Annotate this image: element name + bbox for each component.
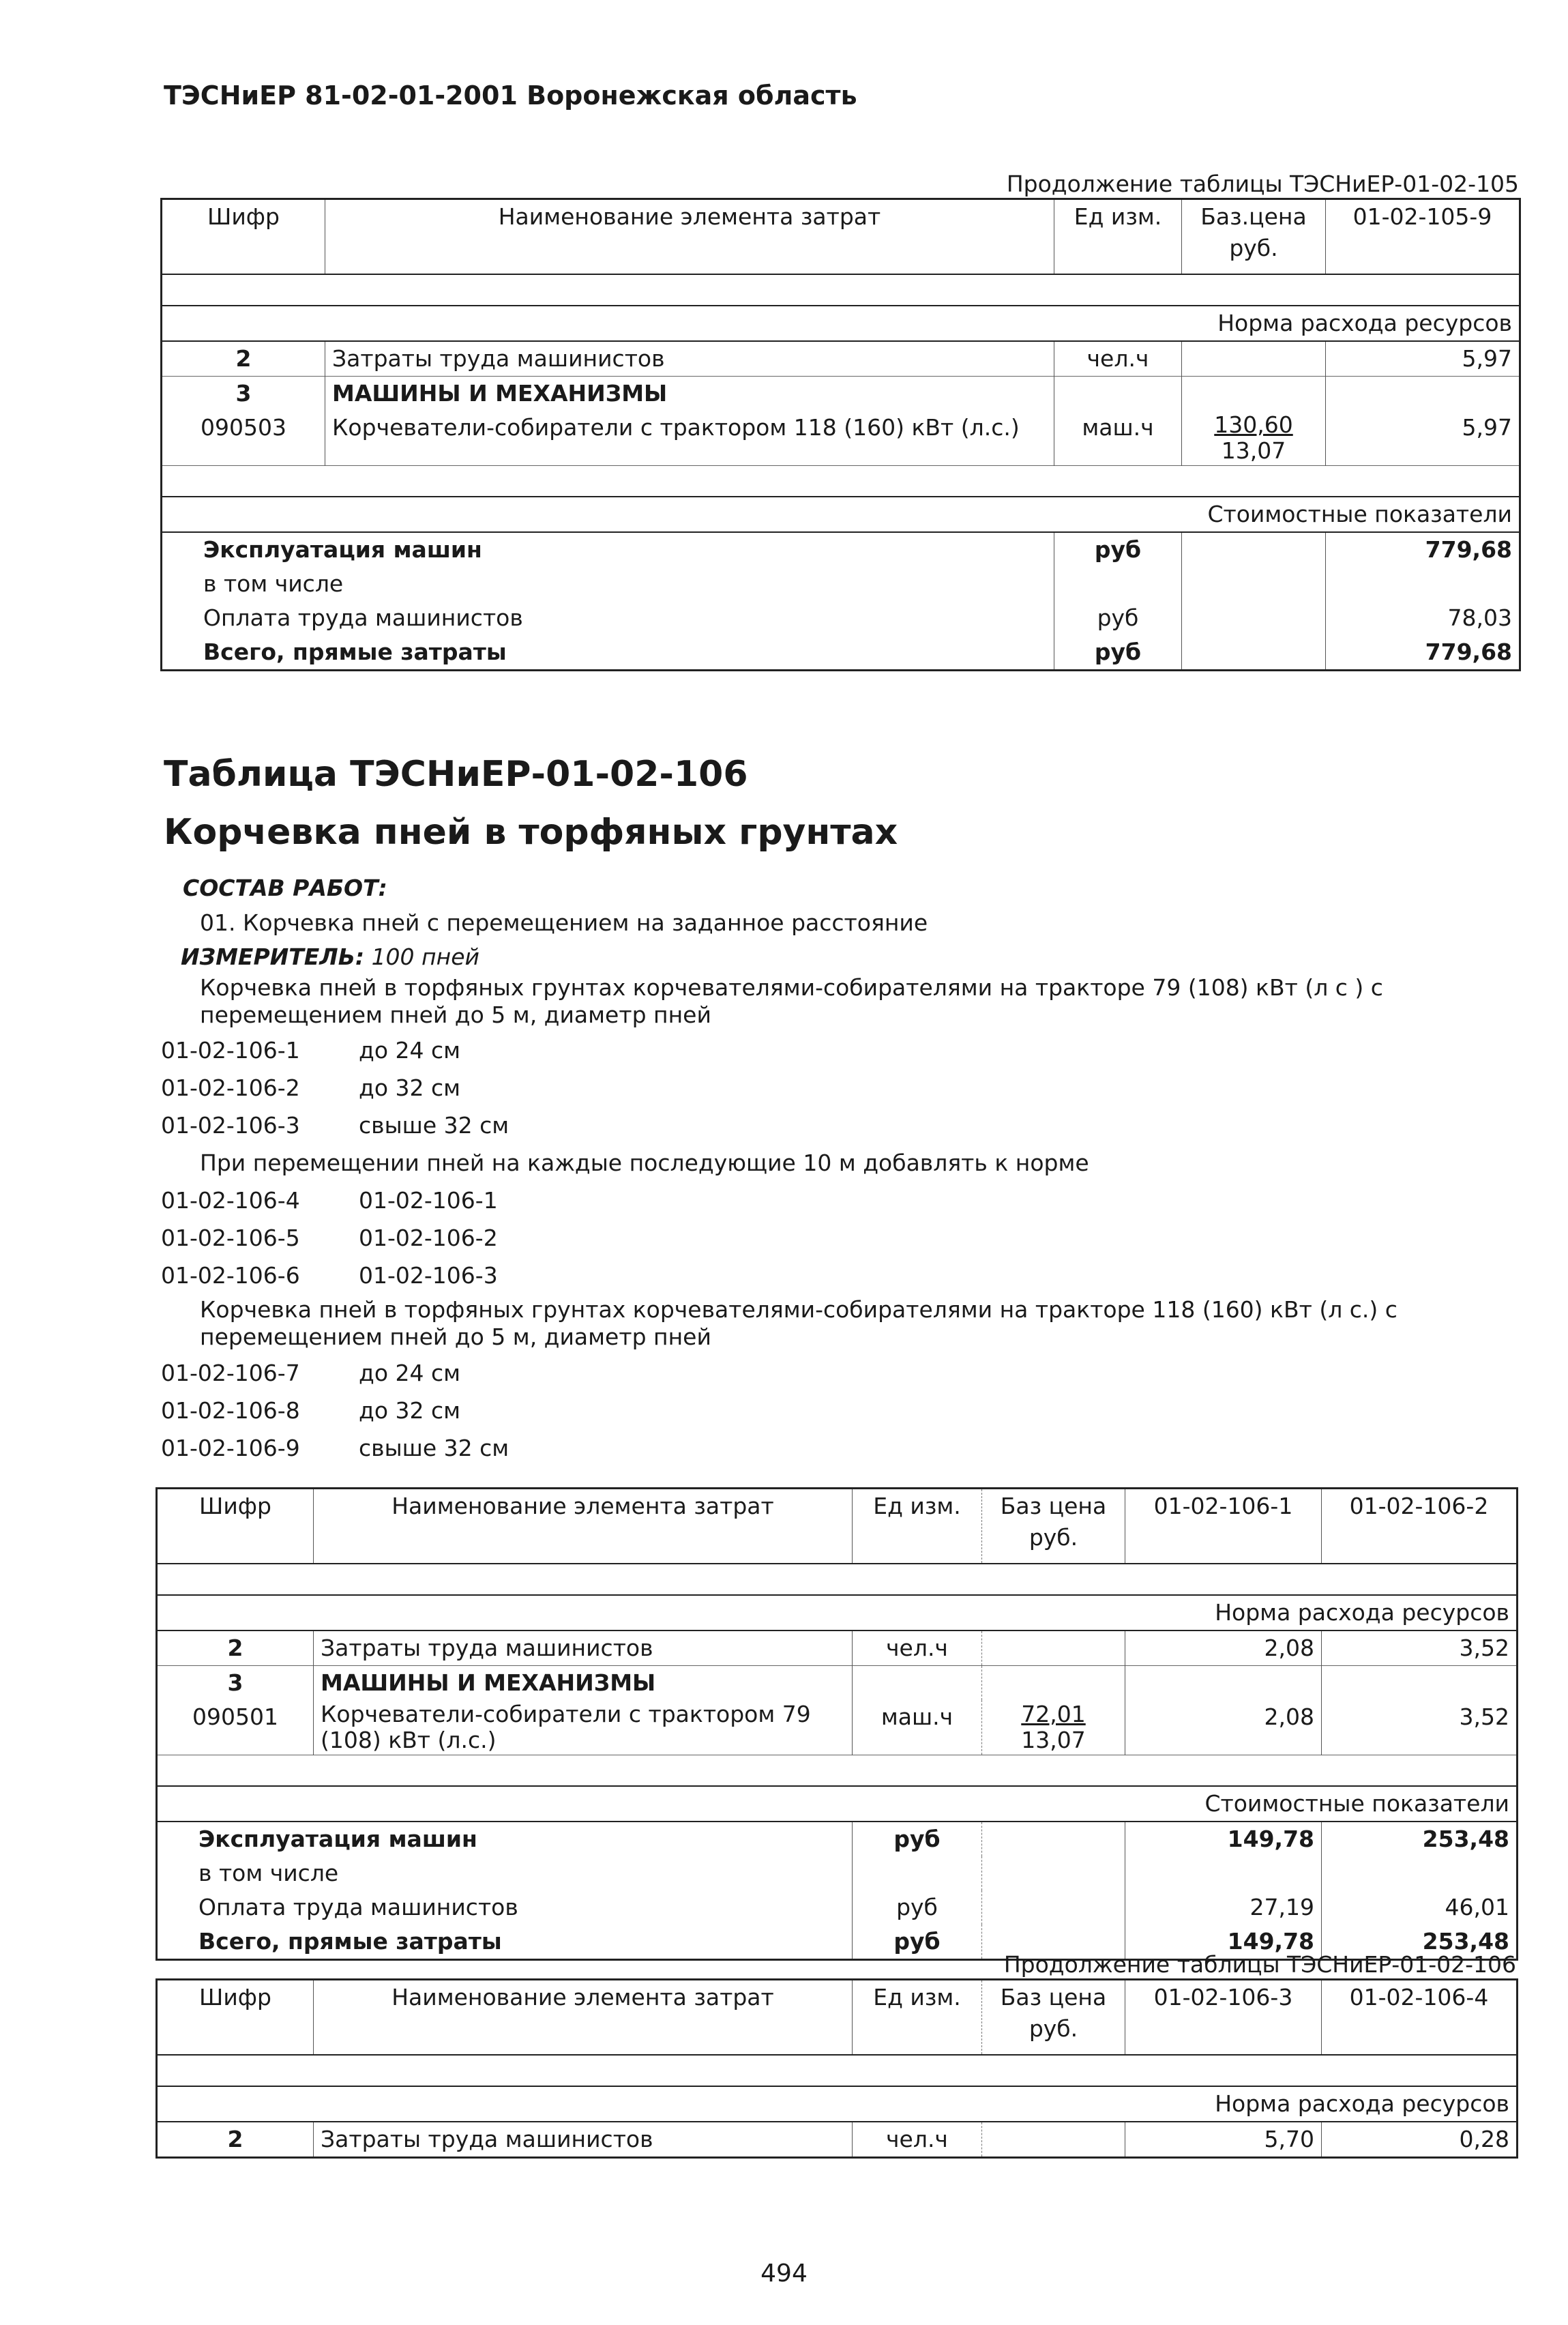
page-number: 494 xyxy=(760,2260,808,2287)
table2 xyxy=(156,1487,1518,1961)
table3-continuation-caption: Продолжение таблицы ТЭСНиЕР-01-02-106 xyxy=(1003,1951,1516,1978)
base-price-top: 130,60 xyxy=(1214,411,1293,438)
description-3: Корчевка пней в торфяных грунтах корчевателями-собирателями на тракторе 118 (160) кВт (л с.) с перемещением пней до 5 м, диаметр пней xyxy=(200,1296,1397,1350)
norm-section-label: Норма расхода ресурсов xyxy=(157,2086,1518,2122)
table-row: Всего, прямые затраты руб 779,68 xyxy=(162,635,1520,671)
table1-continuation-caption: Продолжение таблицы ТЭСНиЕР-01-02-105 xyxy=(1006,171,1519,197)
table-row: 3 МАШИНЫ И МЕХАНИЗМЫ xyxy=(157,1665,1518,1700)
col-header-name: Наименование элемента затрат xyxy=(314,1489,853,1564)
code-list-1 xyxy=(161,1037,509,1150)
section-title: Таблица ТЭСНиЕР-01-02-106 xyxy=(164,754,748,795)
base-price-top: 72,01 xyxy=(1021,1700,1086,1727)
table3-header-row xyxy=(157,1980,1518,2055)
cost-section-label: Стоимостные показатели xyxy=(162,497,1520,532)
list-item: 01-02-106-5 01-02-106-2 xyxy=(161,1225,498,1251)
col-header-price: Баз цена руб. xyxy=(982,1980,1125,2055)
base-price-bottom: 13,07 xyxy=(1221,437,1286,464)
col-header-price: Баз цена руб. xyxy=(982,1489,1125,1564)
col-header-name: Наименование элемента затрат xyxy=(314,1980,853,2055)
table-row: в том числе xyxy=(157,1856,1518,1890)
meter-label: ИЗМЕРИТЕЛЬ: xyxy=(181,944,365,970)
col-header-code: Шифр xyxy=(157,1489,314,1564)
table-row: Всего, прямые затраты руб 149,78 253,48 xyxy=(157,1925,1518,1960)
code-list-3 xyxy=(161,1360,509,1472)
col-header-rate-2: 01-02-106-2 xyxy=(1322,1489,1518,1564)
table2-header-row xyxy=(157,1489,1518,1564)
col-header-unit: Ед изм. xyxy=(1054,199,1182,274)
table-row: Оплата труда машинистов руб 27,19 46,01 xyxy=(157,1890,1518,1925)
col-header-rate-2: 01-02-106-4 xyxy=(1322,1980,1518,2055)
table1 xyxy=(160,198,1521,671)
document-header: ТЭСНиЕР 81-02-01-2001 Воронежская область xyxy=(164,81,857,111)
norm-section-label: Норма расхода ресурсов xyxy=(157,1595,1518,1631)
col-header-price: Баз.цена руб. xyxy=(1182,199,1326,274)
table-row: 2 Затраты труда машинистов чел.ч 5,97 xyxy=(162,341,1520,377)
section-subtitle: Корчевка пней в торфяных грунтах xyxy=(164,812,898,853)
table3 xyxy=(156,1978,1518,2159)
code-list-2 xyxy=(161,1187,498,1300)
table3-norm-section-row xyxy=(157,2086,1518,2122)
table-row: 2 Затраты труда машинистов чел.ч 2,08 3,52 xyxy=(157,1631,1518,1666)
works-item: 01. Корчевка пней с перемещением на заданное расстояние xyxy=(200,909,928,936)
table-row: Эксплуатация машин руб 779,68 xyxy=(162,532,1520,567)
list-item: 01-02-106-4 01-02-106-1 xyxy=(161,1187,498,1214)
col-header-unit: Ед изм. xyxy=(853,1980,982,2055)
works-label: СОСТАВ РАБОТ: xyxy=(183,875,387,901)
col-header-unit: Ед изм. xyxy=(853,1489,982,1564)
list-item: 01-02-106-7 до 24 см xyxy=(161,1360,461,1386)
col-header-code: Шифр xyxy=(157,1980,314,2055)
table2-cost-section-row xyxy=(157,1786,1518,1822)
description-2: При перемещении пней на каждые последующие 10 м добавлять к норме xyxy=(200,1150,1089,1176)
list-item: 01-02-106-6 01-02-106-3 xyxy=(161,1262,498,1289)
table2-norm-section-row xyxy=(157,1595,1518,1631)
cost-section-label: Стоимостные показатели xyxy=(157,1786,1518,1822)
col-header-rate-1: 01-02-106-1 xyxy=(1125,1489,1322,1564)
table-row: Эксплуатация машин руб 149,78 253,48 xyxy=(157,1822,1518,1856)
table-row: Оплата труда машинистов руб 78,03 xyxy=(162,601,1520,635)
table1-header-row xyxy=(162,199,1520,274)
col-header-code: Шифр xyxy=(162,199,325,274)
list-item: 01-02-106-2 до 32 см xyxy=(161,1074,461,1101)
col-header-rate-1: 01-02-105-9 xyxy=(1326,199,1520,274)
list-item: 01-02-106-3 свыше 32 см xyxy=(161,1112,509,1139)
table-row: в том числе xyxy=(162,567,1520,601)
list-item: 01-02-106-8 до 32 см xyxy=(161,1397,461,1424)
table-row: 3 МАШИНЫ И МЕХАНИЗМЫ xyxy=(162,376,1520,411)
norm-section-label: Норма расхода ресурсов xyxy=(162,306,1520,341)
meter-line xyxy=(181,944,479,970)
list-item: 01-02-106-1 до 24 см xyxy=(161,1037,461,1064)
base-price-bottom: 13,07 xyxy=(1021,1726,1086,1753)
table1-cost-section-row xyxy=(162,497,1520,532)
col-header-name: Наименование элемента затрат xyxy=(325,199,1054,274)
description-1: Корчевка пней в торфяных грунтах корчевателями-собирателями на тракторе 79 (108) кВт (л с ) с перемещением пней до 5 м, диаметр пней xyxy=(200,974,1383,1028)
table-row: 2 Затраты труда машинистов чел.ч 5,70 0,28 xyxy=(157,2122,1518,2158)
col-header-rate-1: 01-02-106-3 xyxy=(1125,1980,1322,2055)
table-row: 090503 Корчеватели-собиратели с трактором 118 (160) кВт (л.с.) маш.ч 130,60 13,07 5,97 xyxy=(162,411,1520,466)
table1-norm-section-row xyxy=(162,306,1520,341)
meter-value: 100 пней xyxy=(371,944,479,970)
list-item: 01-02-106-9 свыше 32 см xyxy=(161,1435,509,1461)
table-row: 090501 Корчеватели-собиратели с трактором 79 (108) кВт (л.с.) маш.ч 72,01 13,07 2,08 3,52 xyxy=(157,1700,1518,1755)
